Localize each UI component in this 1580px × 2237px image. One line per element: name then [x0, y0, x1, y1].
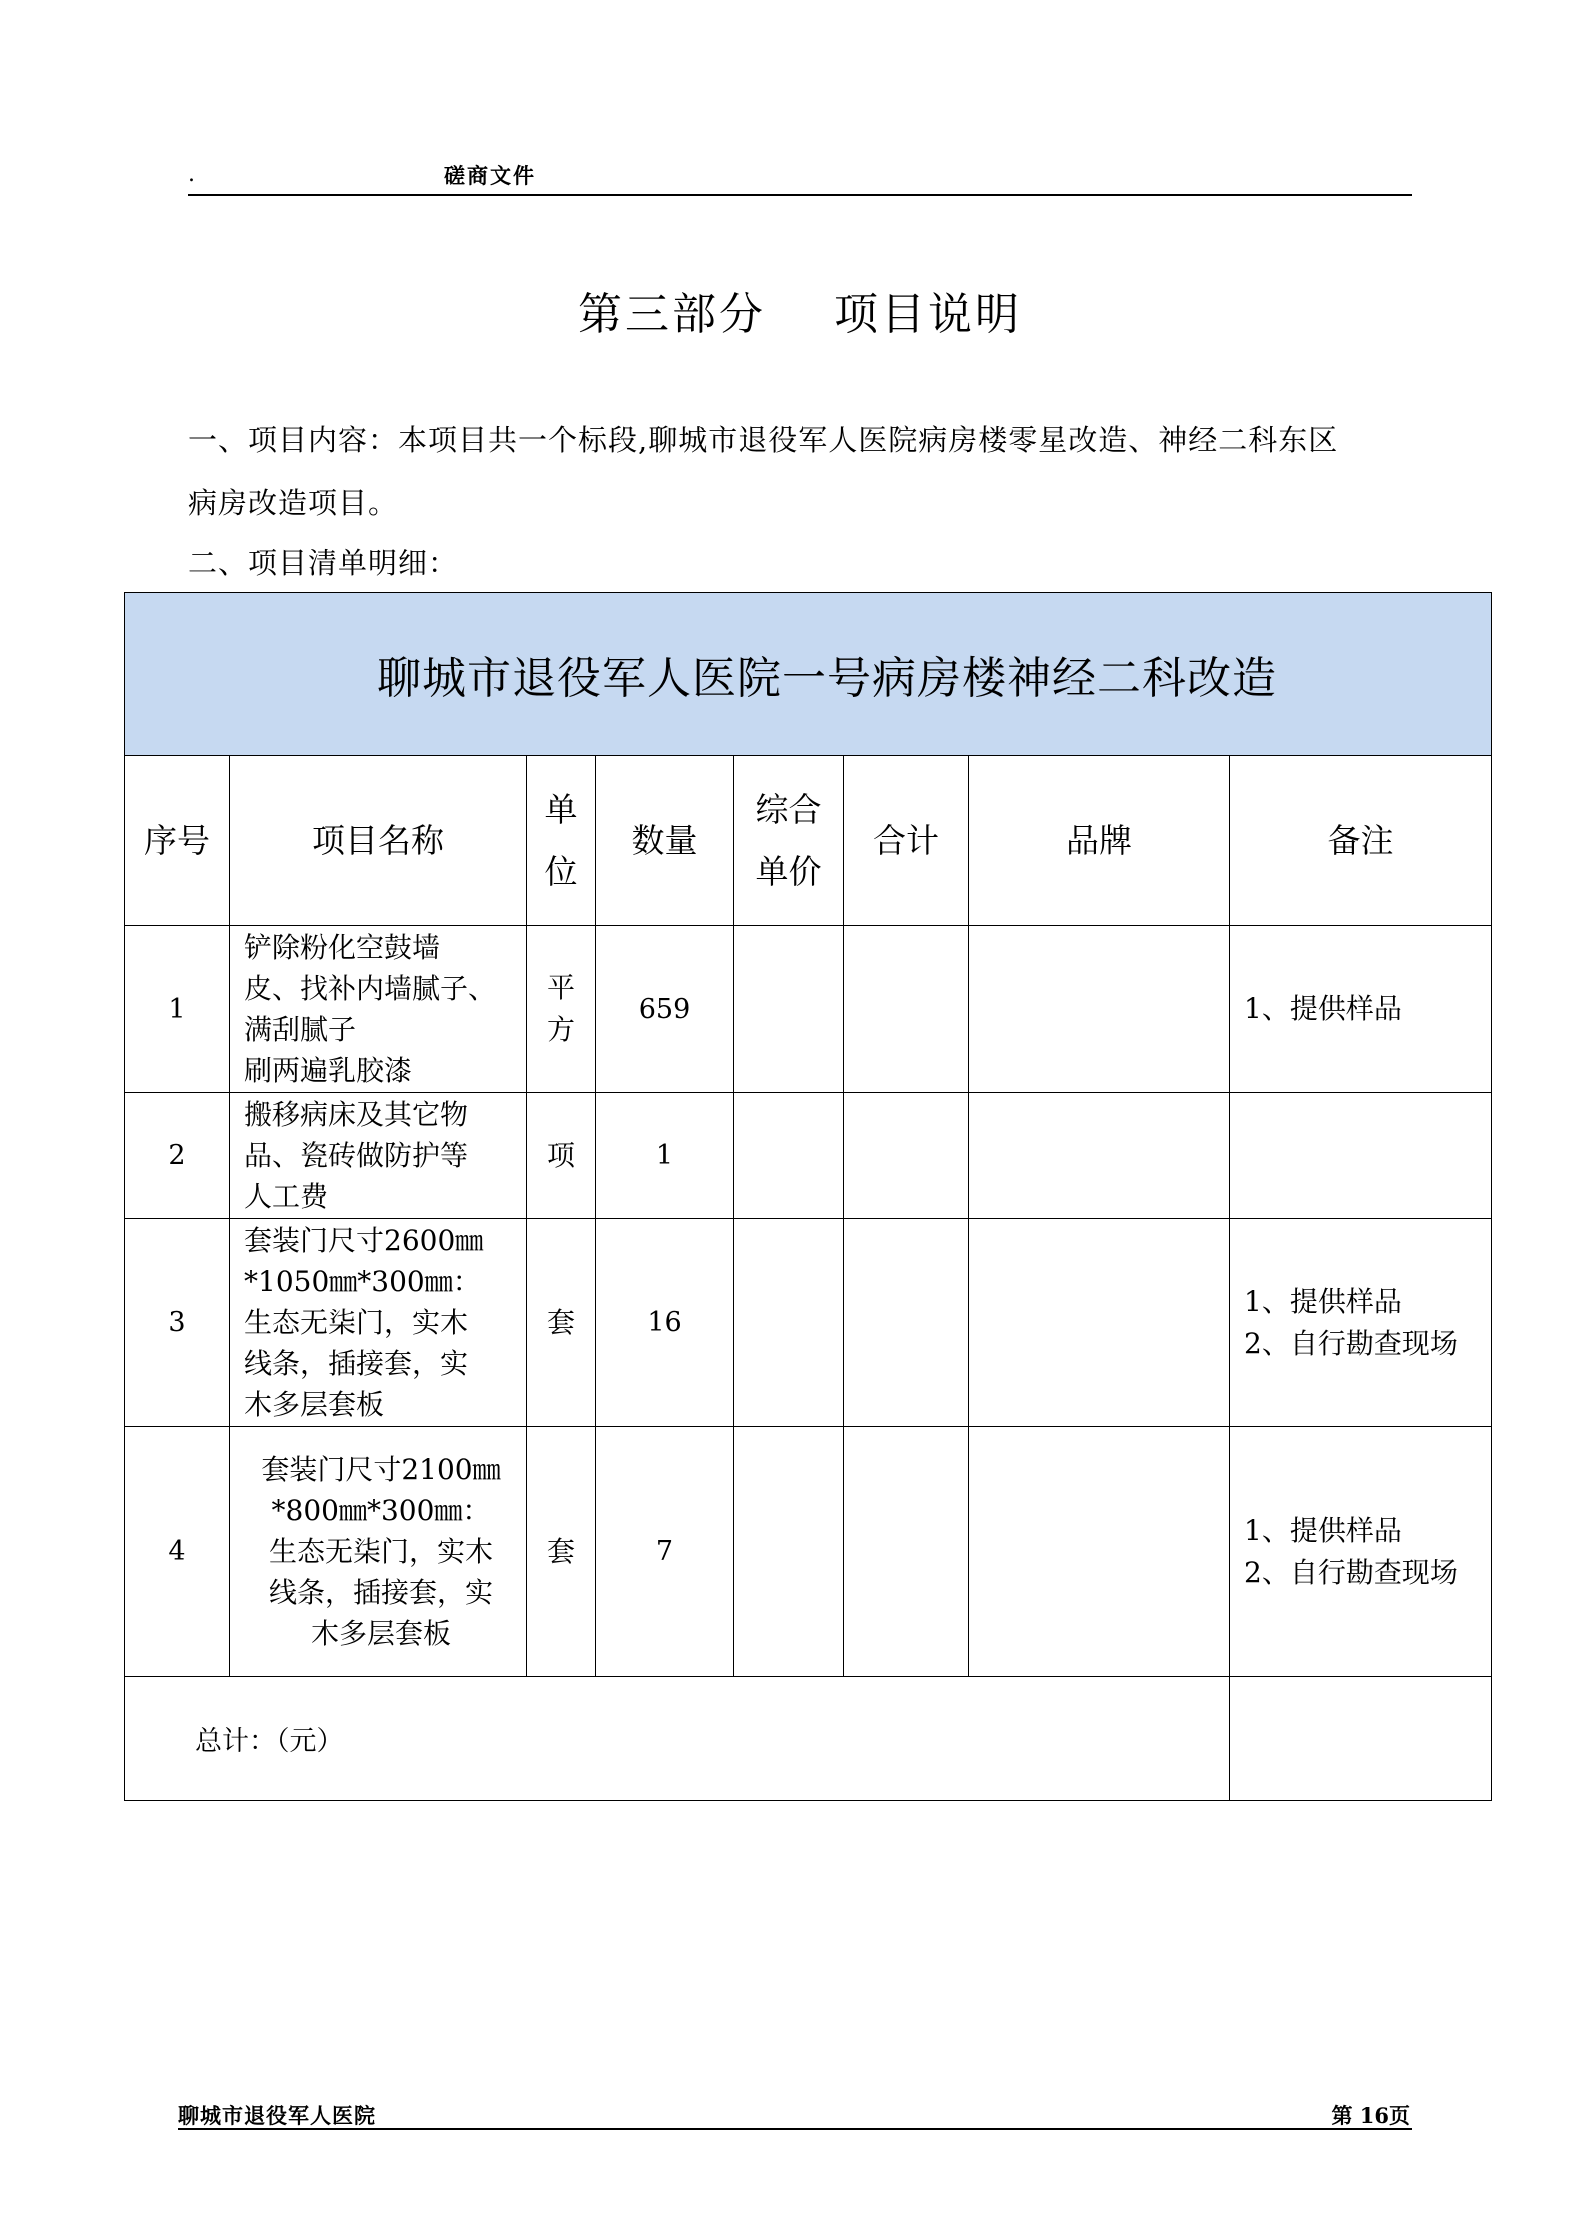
page-footer [178, 2100, 1412, 2130]
table-banner [125, 593, 1492, 756]
remark-line: 2、自行勘查现场 [1244, 1555, 1458, 1589]
name-line: 品、瓷砖做防护等 [244, 1139, 469, 1172]
remark-line: 1、提供样品 [1244, 992, 1402, 1025]
header-remark: 备注 [1230, 756, 1492, 926]
name-line: 木多层套板 [244, 1388, 385, 1421]
row-seq: 2 [125, 1093, 230, 1219]
header-name: 项目名称 [230, 756, 527, 926]
unit-line: 套 [546, 1305, 575, 1339]
row-brand [969, 1093, 1230, 1219]
name-line: 满刮腻子 [244, 1013, 357, 1046]
header-unit-line2: 位 [544, 851, 578, 891]
header-unit-line1: 单 [544, 789, 578, 829]
row-remark [1230, 926, 1492, 1093]
row-sum [844, 1427, 969, 1677]
unit-line: 平 [546, 971, 575, 1004]
row-sum [844, 1093, 969, 1219]
name-line: 套装门尺寸2100㎜ [261, 1453, 501, 1486]
header-seq: 序号 [125, 756, 230, 926]
row-item-name [230, 926, 527, 1093]
header-sum: 合计 [844, 756, 969, 926]
total-value [1230, 1677, 1492, 1801]
row-unit [527, 1093, 596, 1219]
row-price [734, 1219, 844, 1427]
remark-line: 1、提供样品 [1244, 1284, 1402, 1318]
project-content-line1: 一、项目内容：本项目共一个标段,聊城市退役军人医院病房楼零星改造、神经二科东区 [188, 423, 1339, 457]
unit-line: 方 [546, 1013, 575, 1046]
part-title: 第三部分 项目说明 [578, 289, 1022, 340]
row-sum [844, 926, 969, 1093]
table-header-row [125, 756, 1492, 926]
name-line: 铲除粉化空鼓墙 [244, 931, 441, 964]
name-line: 搬移病床及其它物 [244, 1098, 469, 1131]
row-qty: 7 [596, 1427, 734, 1677]
row-qty: 16 [596, 1219, 734, 1427]
name-line: *800㎜*300㎜： [271, 1494, 491, 1527]
name-line: 人工费 [244, 1180, 329, 1213]
row-brand [969, 1219, 1230, 1427]
header-unit [527, 756, 596, 926]
remark-line: 2、自行勘查现场 [1244, 1326, 1458, 1360]
name-line: 皮、找补内墙腻子、 [244, 972, 497, 1005]
table-row [125, 926, 1492, 1093]
name-line: 生态无柒门，实木 [244, 1306, 469, 1339]
page-header [188, 160, 1412, 196]
name-line: 套装门尺寸2600㎜ [244, 1224, 484, 1257]
row-item-name [230, 1219, 527, 1427]
project-content-line2: 病房改造项目。 [188, 486, 399, 520]
footer-org: 聊城市退役军人医院 [178, 2103, 376, 2128]
remark-line: 1、提供样品 [1244, 1513, 1402, 1547]
header-price [734, 756, 844, 926]
table-row [125, 1093, 1492, 1219]
name-line: 生态无柒门，实木 [268, 1535, 493, 1568]
name-line: 刷两遍乳胶漆 [244, 1054, 413, 1087]
row-remark [1230, 1427, 1492, 1677]
table-row [125, 1219, 1492, 1427]
row-item-name [230, 1427, 527, 1677]
project-items-table [124, 592, 1492, 1801]
row-brand [969, 926, 1230, 1093]
name-line: 线条，插接套，实 [244, 1347, 469, 1380]
row-price [734, 926, 844, 1093]
header-qty: 数量 [596, 756, 734, 926]
row-seq: 1 [125, 926, 230, 1093]
row-item-name [230, 1093, 527, 1219]
row-sum [844, 1219, 969, 1427]
name-line: 木多层套板 [310, 1617, 451, 1650]
unit-line: 套 [546, 1534, 575, 1568]
header-brand: 品牌 [969, 756, 1230, 926]
row-seq: 4 [125, 1427, 230, 1677]
table-row [125, 1427, 1492, 1677]
row-price [734, 1093, 844, 1219]
row-seq: 3 [125, 1219, 230, 1427]
row-unit [527, 926, 596, 1093]
project-list-heading: 二、项目清单明细： [188, 546, 459, 580]
unit-line: 项 [546, 1138, 575, 1172]
row-price [734, 1427, 844, 1677]
table-banner-row [125, 593, 1492, 756]
header-price-line1: 综合 [755, 789, 822, 829]
table-total-row [125, 1677, 1492, 1801]
row-remark [1230, 1219, 1492, 1427]
row-unit [527, 1427, 596, 1677]
header-dot: . [188, 162, 195, 187]
table-banner-title: 聊城市退役军人医院一号病房楼神经二科改造 [377, 653, 1277, 704]
header-title: 磋商文件 [444, 163, 536, 188]
row-remark [1230, 1093, 1492, 1219]
footer-page-number: 第 16页 [1331, 2103, 1410, 2128]
row-brand [969, 1427, 1230, 1677]
total-label: 总计：（元） [125, 1677, 1230, 1801]
name-line: *1050㎜*300㎜： [244, 1265, 481, 1298]
name-line: 线条，插接套，实 [268, 1576, 493, 1609]
row-qty: 659 [596, 926, 734, 1093]
header-price-line2: 单价 [755, 851, 822, 891]
row-qty: 1 [596, 1093, 734, 1219]
row-unit [527, 1219, 596, 1427]
